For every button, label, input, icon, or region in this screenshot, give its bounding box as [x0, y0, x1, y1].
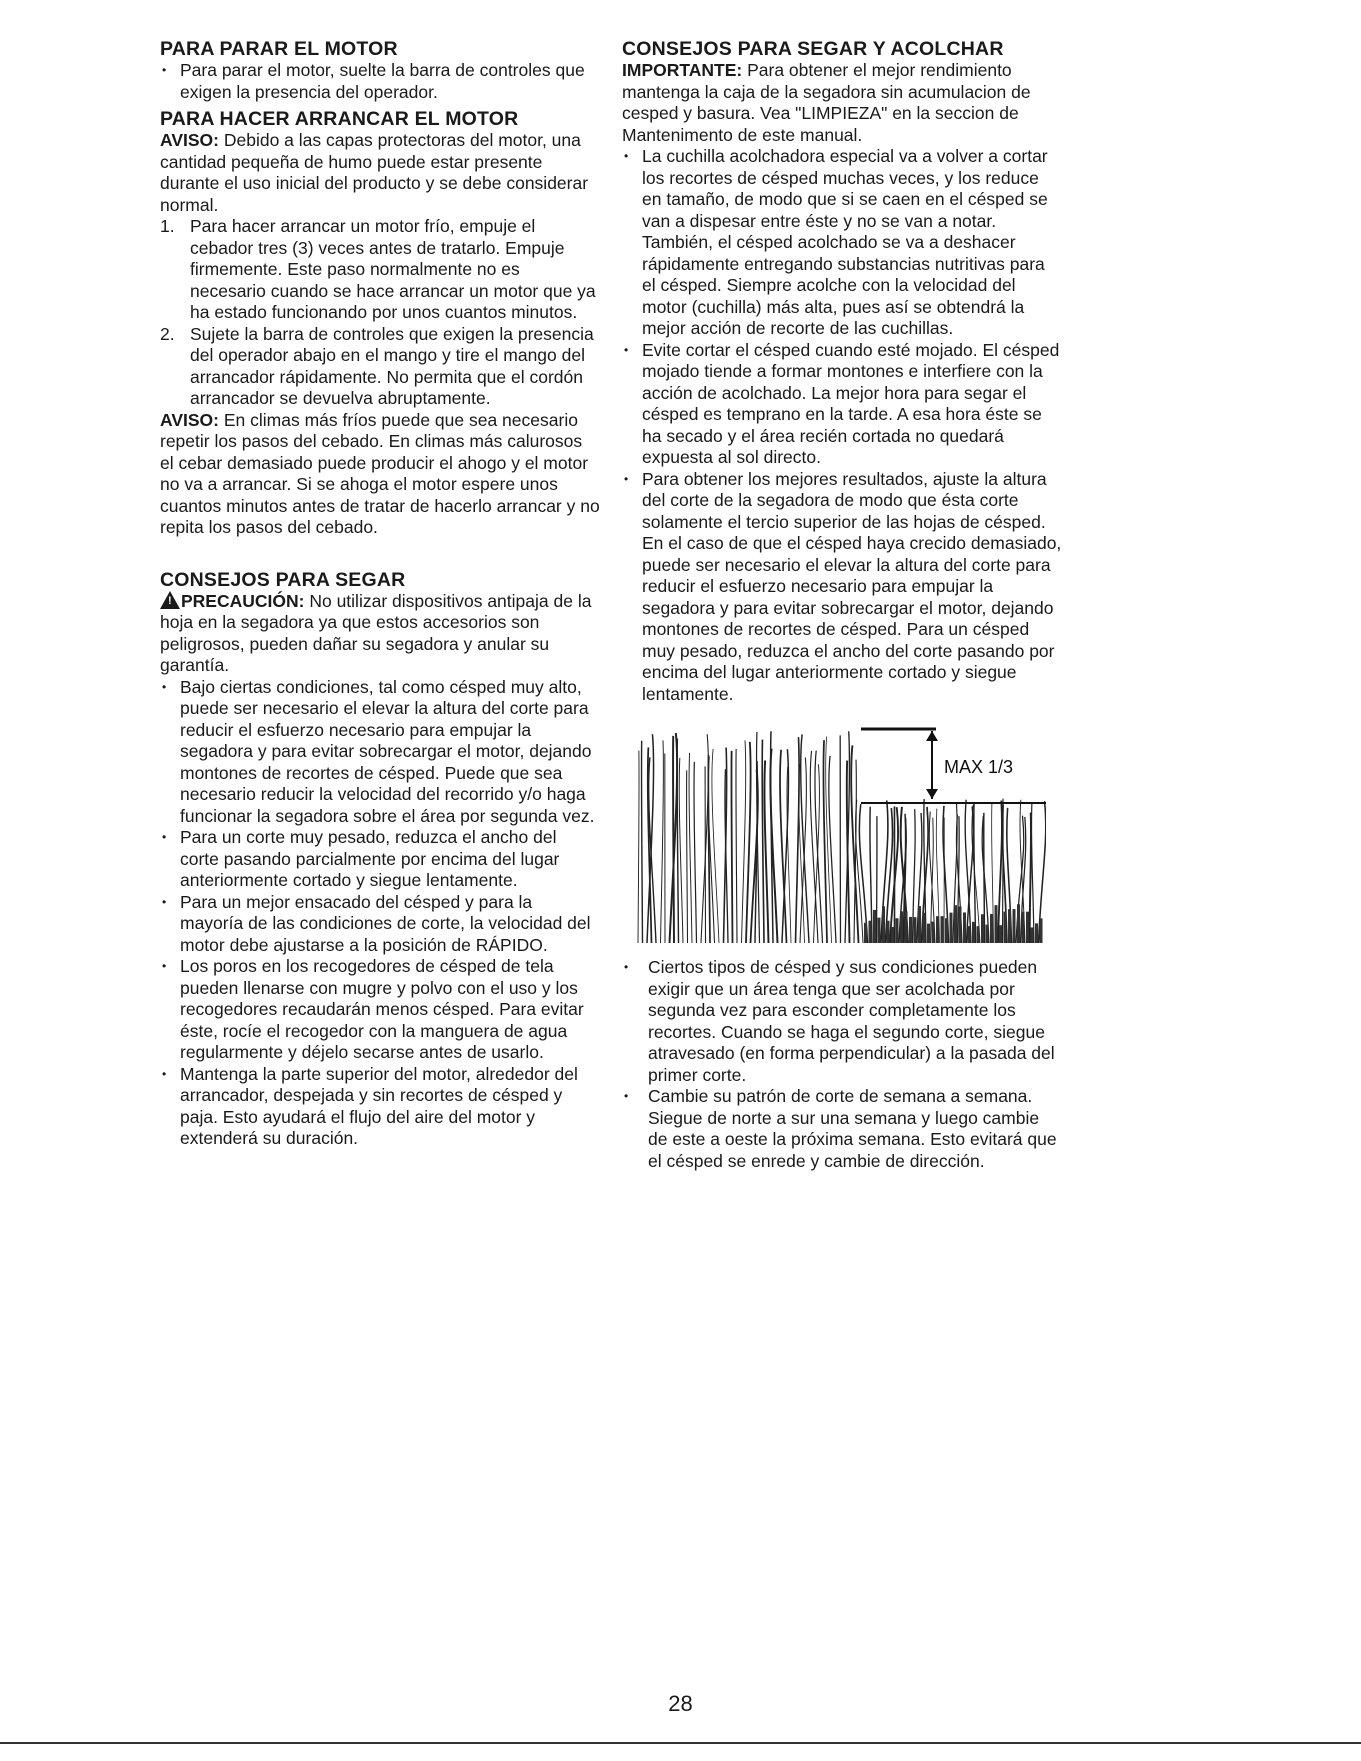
- grass-shadow: [1008, 909, 1011, 943]
- list-item: • Para un corte muy pesado, reduzca el ancho del corte pasando parcialmente por encima del lugar anteriormente cortado y siegue lentamente.: [160, 827, 600, 892]
- important-paragraph: [622, 60, 1062, 146]
- stop-engine-list: [160, 60, 600, 103]
- list-item: • Mantenga la parte superior del motor, alrededor del arrancador, despejada y sin recortes de césped y paja. Esto ayudará el flujo del aire del motor y extenderá su duración.: [160, 1064, 600, 1150]
- grass-blade: [694, 762, 697, 943]
- grass-shadow: [999, 925, 1002, 943]
- list-item: • Ciertos tipos de césped y sus condiciones pueden exigir que un área tenga que ser acolchada por segunda vez para esconder completamente los recortes. Cuando se haga el segundo corte, siegue atravesado (en forma perpendicular) a la pasada del primer corte.: [622, 957, 1062, 1086]
- grass-blade: [673, 736, 674, 943]
- grass-blade: [687, 770, 688, 943]
- grass-blade: [661, 740, 664, 943]
- caution-paragraph: [160, 591, 600, 677]
- list-item: • Cambie su patrón de corte de semana a semana. Siegue de norte a sur una semana y luego cambie de este a oeste la próxima semana. Esto evitará que el césped se enrede y cambie de dirección.: [622, 1086, 1062, 1172]
- grass-shadow: [963, 912, 966, 943]
- grass-shadow: [864, 923, 867, 943]
- bottom-divider: [0, 1742, 1361, 1744]
- grass-shadow: [968, 926, 971, 943]
- grass-shadow: [981, 914, 984, 943]
- grass-shadow: [887, 921, 890, 943]
- grass-blade: [705, 766, 706, 943]
- step-item: [160, 324, 600, 410]
- start-steps-list: [160, 216, 600, 410]
- grass-shadow: [1022, 912, 1025, 943]
- step-number: 2.: [160, 323, 175, 344]
- grass-blade: [679, 758, 683, 943]
- grass-shadow: [1017, 904, 1020, 943]
- stop-engine-heading: PARA PARAR EL MOTOR: [160, 38, 398, 60]
- list-item: • Evite cortar el césped cuando esté mojado. El césped mojado tiende a formar montones e interfiere con la acción de acolchado. La mejor hora para segar el césped es temprano en la tarde. A esa hora éste se ha secado y el área recién cortada no quedará expuesta al sol directo.: [622, 340, 1062, 469]
- step-item: [160, 216, 600, 324]
- list-item: • Bajo ciertas condiciones, tal como césped muy alto, puede ser necesario el elevar la altura del corte para reducir el esfuerzo necesario para empujar la segadora y para evitar sobrecargar el motor, dejando montones de recortes de césped. Puede que sea necesario reducir la velocidad del recorrido y/o haga funcionar la segadora sobre el área por segunda vez.: [160, 677, 600, 828]
- start-engine-heading: PARA HACER ARRANCAR EL MOTOR: [160, 108, 519, 130]
- grass-blade: [701, 734, 708, 943]
- grass-shadow: [896, 918, 899, 943]
- aviso-text: Debido a las capas protectoras del motor, una cantidad pequeña de humo puede estar presente durante el uso inicial del producto y se debe considerar normal.: [160, 130, 589, 215]
- grass-shadow: [1031, 927, 1034, 943]
- right-column: [622, 38, 1062, 1172]
- grass-blade: [642, 741, 643, 943]
- list-item: • Para obtener los mejores resultados, ajuste la altura del corte de la segadora de modo que ésta corte solamente el tercio superior de las hojas de césped. En el caso de que el césped haya crecido demasiado, puede ser necesario el elevar la altura del corte para reducir el esfuerzo necesario para empujar la segadora y para evitar sobrecargar el motor, dejando montones de recortes de césped. Para un césped muy pesado, reduzca el ancho del corte pasando por encima del lugar anteriormente cortado y siegue lentamente.: [622, 469, 1062, 706]
- arrow-up-icon: [926, 731, 938, 741]
- grass-cut-height-illustration: [636, 723, 1046, 943]
- caution-label: PRECAUCIÓN:: [181, 590, 305, 611]
- grass-shadow: [882, 906, 885, 943]
- grass-shadow: [950, 913, 953, 943]
- grass-shadow: [1035, 923, 1038, 943]
- grass-shadow: [1013, 909, 1016, 943]
- caution-text: No utilizar dispositivos antipaja de la hoja en la segadora ya que estos accesorios son peligrosos, pueden dañar su segadora y anular su garantía.: [160, 590, 592, 675]
- aviso-paragraph-2: [160, 410, 600, 539]
- grass-shadow: [1026, 912, 1029, 943]
- grass-blade: [742, 740, 746, 943]
- important-text: Para obtener el mejor rendimiento mantenga la caja de la segadora sin acumulacion de cesped y basura. Vea "LIMPIEZA" en la seccion de Mantenimento de este manual.: [622, 60, 1031, 145]
- grass-blade: [796, 737, 800, 943]
- mowing-tips-list: [160, 677, 600, 1150]
- grass-blade: [1030, 812, 1032, 943]
- left-column: [160, 38, 600, 1150]
- grass-shadow: [1004, 912, 1007, 943]
- aviso-paragraph-1: [160, 130, 600, 216]
- grass-shadow: [900, 911, 903, 943]
- grass-shadow: [995, 905, 998, 943]
- grass-blade: [829, 756, 836, 943]
- list-item: • Los poros en los recogedores de césped de tela pueden llenarse con mugre y polvo con el uso y los recogedores recaudarán menos césped. Para evitar éste, rocíe el recogedor con la manguera de agua regularmente y déjelo secarse antes de usarlo.: [160, 956, 600, 1064]
- grass-shadow: [869, 921, 872, 943]
- grass-shadow: [977, 926, 980, 943]
- grass-blade: [689, 753, 692, 943]
- arrow-down-icon: [926, 789, 938, 799]
- grass-shadow: [936, 916, 939, 943]
- grass-blade: [638, 751, 639, 943]
- grass-shadow: [986, 925, 989, 943]
- step-number: 1.: [160, 216, 175, 236]
- mowing-tips-heading: CONSEJOS PARA SEGAR: [160, 568, 406, 591]
- grass-blade: [1031, 804, 1034, 943]
- grass-shadow: [878, 918, 881, 943]
- list-item: • Para un mejor ensacado del césped y para la mayoría de las condiciones de corte, la velocidad del motor debe ajustarse a la posición de RÁPIDO.: [160, 892, 600, 957]
- aviso-label: AVISO:: [160, 409, 219, 430]
- aviso-label: AVISO:: [160, 130, 219, 150]
- grass-blade: [859, 804, 867, 943]
- grass-shadow: [941, 916, 944, 943]
- grass-blade: [998, 801, 1002, 943]
- grass-shadow: [1040, 918, 1043, 943]
- mulching-tips-list-continued: [622, 957, 1062, 1172]
- grass-shadow: [954, 905, 957, 943]
- step-text: Sujete la barra de controles que exigen la presencia del operador abajo en el mango y tire el mango del arrancador rápidamente. No permita que el cordón arrancador se devuelva abruptamente.: [190, 323, 594, 408]
- grass-blade: [823, 740, 827, 943]
- grass-blade: [764, 760, 768, 943]
- grass-shadow: [909, 917, 912, 943]
- grass-shadow: [990, 914, 993, 943]
- page-number: 28: [668, 1691, 693, 1716]
- grass-shadow: [972, 922, 975, 943]
- grass-shadow: [891, 927, 894, 943]
- grass-shadow: [914, 917, 917, 943]
- mulching-tips-list: [622, 146, 1062, 705]
- list-item: • Para parar el motor, suelte la barra de controles que exigen la presencia del operador.: [160, 60, 600, 103]
- mulching-tips-heading: CONSEJOS PARA SEGAR Y ACOLCHAR: [622, 38, 1004, 60]
- grass-blade: [756, 732, 759, 943]
- grass-shadow: [932, 922, 935, 943]
- grass-shadow: [923, 913, 926, 943]
- important-label: IMPORTANTE:: [622, 60, 743, 80]
- warning-triangle-icon: [160, 591, 180, 609]
- grass-blade: [677, 739, 678, 943]
- grass-blade: [731, 751, 732, 943]
- grass-shadow: [873, 910, 876, 943]
- max-one-third-label: MAX 1/3: [944, 757, 1014, 777]
- grass-blade: [762, 740, 764, 943]
- grass-shadow: [905, 911, 908, 943]
- grass-blade: [746, 742, 751, 943]
- grass-blade: [736, 749, 737, 943]
- list-item: • La cuchilla acolchadora especial va a volver a cortar los recortes de césped muchas veces, y los reduce en tamaño, de modo que si se caen en el césped se van a dispesar entre éste y no se van a notar. También, el césped acolchado se va a deshacer rápidamente entregando substancias nutritivas para el césped. Siempre acolche con la velocidad del motor (cuchilla) más alta, pues así se obtendrá la mejor acción de recorte de las cuchillas.: [622, 146, 1062, 340]
- grass-shadow: [945, 918, 948, 943]
- grass-shadow: [918, 906, 921, 943]
- grass-shadow: [959, 907, 962, 943]
- grass-shadow: [927, 924, 930, 943]
- aviso-text: En climas más fríos puede que sea necesario repetir los pasos del cebado. En climas más calurosos el cebar demasiado puede producir el ahogo y el motor no va a arrancar. Si se ahoga el motor espere unos cuantos minutos antes de tratar de hacerlo arrancar y no repita los pasos del cebado.: [160, 409, 600, 537]
- step-text: Para hacer arrancar un motor frío, empuje el cebador tres (3) veces antes de tratarlo. Empuje firmemente. Este paso normalmente no es necesario cuando se hace arrancar un motor que ya ha estado funcionando por unos cuantos minutos.: [190, 216, 596, 322]
